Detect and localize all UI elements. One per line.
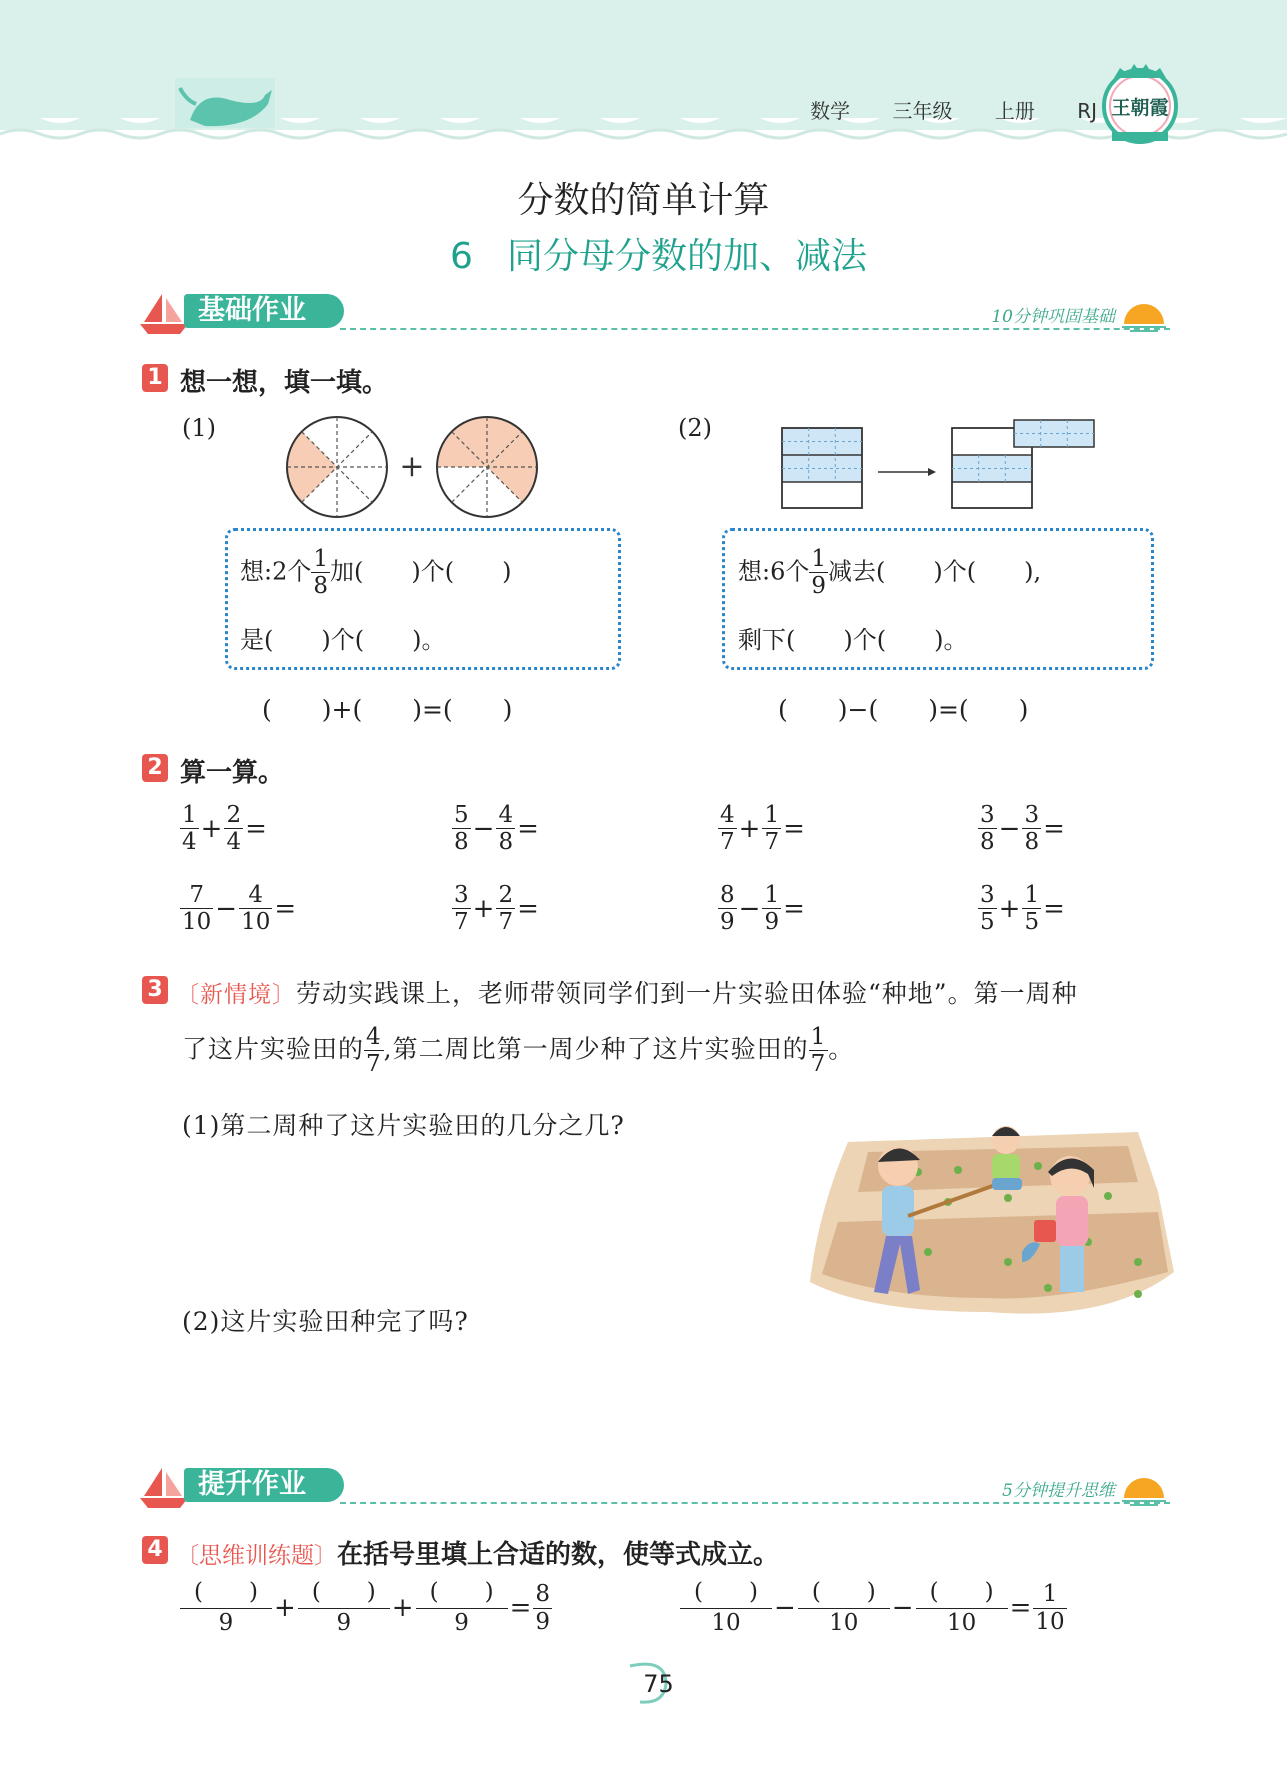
equals-sign: =: [517, 893, 539, 924]
q1-part2-label: (2): [678, 414, 712, 442]
q4-title-line: [176, 1534, 779, 1571]
fraction: $\frac{2}{7}$: [498, 882, 514, 936]
fraction: $\frac{4}{8}$: [498, 802, 514, 856]
equals-sign: =: [274, 893, 297, 924]
header-edition: RJ: [1077, 99, 1097, 123]
q1-part2-equation[interactable]: ( )−( )=( ): [778, 695, 1029, 724]
operator: +: [200, 813, 223, 844]
header-info: [788, 95, 1097, 124]
q1-circles-figure: [282, 412, 542, 522]
section-advanced-banner: [140, 1466, 1180, 1512]
fraction: $\frac{1}{9}$: [811, 546, 826, 600]
field-illustration: [808, 1112, 1176, 1324]
q1-part1-label: (1): [182, 414, 216, 442]
blank-fraction[interactable]: ( ) 9: [180, 1578, 272, 1639]
blank-fraction[interactable]: ( ) 10: [680, 1578, 772, 1639]
brand-logo: [1100, 58, 1180, 146]
circle-b: [437, 417, 537, 517]
blank-fraction[interactable]: ( ) 9: [416, 1578, 508, 1639]
q1-part1-line1: 想:2个 $\frac{1}{8}$ 加( )个( ): [240, 546, 512, 600]
header-volume: 上册: [994, 99, 1035, 123]
q4-left-equation: ( ) 9 + ( ) 9 + ( ) 9 = $\frac{8}{9}$: [180, 1578, 552, 1639]
q2-item[interactable]: [978, 802, 1067, 856]
fraction: $\frac{4}{10}$: [241, 882, 271, 936]
equals-sign: =: [517, 813, 539, 844]
fraction: $\frac{3}{8}$: [980, 802, 995, 856]
circle-a: [287, 417, 387, 517]
q1-part1-line2: 是( )个( )。: [240, 626, 446, 654]
fraction: $\frac{1}{7}$: [810, 1024, 827, 1078]
header-subject: 数学: [810, 99, 851, 123]
header-grade: 三年级: [892, 99, 953, 123]
sunset-icon: [1118, 298, 1170, 334]
section-basic-hint: 10分钟巩固基础: [991, 307, 1115, 327]
q2-item[interactable]: [978, 882, 1067, 936]
operator: −: [998, 813, 1021, 844]
logo-text: 王朝霞: [1111, 97, 1169, 119]
equals-sign: =: [245, 813, 267, 844]
fraction: $\frac{4}{7}$: [720, 802, 735, 856]
fraction: $\frac{1}{4}$: [182, 802, 197, 856]
q3-tag: 〔新情境〕: [176, 982, 296, 1008]
q4-number: 4: [142, 1536, 168, 1564]
q4-right-equation: ( ) 10 − ( ) 10 − ( ) 10 = $\frac{1}{10}$: [680, 1578, 1067, 1639]
rect-whole: [782, 428, 862, 508]
q2-item[interactable]: [452, 882, 541, 936]
q2-item[interactable]: [180, 802, 269, 856]
q2-item[interactable]: [180, 882, 298, 936]
section-advanced-label: 提升作业: [184, 1468, 344, 1502]
header-band: [0, 0, 1287, 150]
q1-number: 1: [142, 364, 168, 392]
sunset-icon: [1118, 1472, 1170, 1508]
q3-line1: 〔新情境〕劳动实践课上，老师带领同学们到一片实验田体验“种地”。第一周种: [176, 979, 1078, 1008]
equals-sign: =: [1043, 813, 1065, 844]
fraction: $\frac{3}{5}$: [980, 882, 995, 936]
q1-title: 想一想，填一填。: [180, 368, 389, 398]
q2-item[interactable]: [452, 802, 541, 856]
equals-sign: =: [783, 813, 805, 844]
q3-sub2: (2)这片实验田种完了吗?: [182, 1307, 469, 1336]
operator: +: [998, 893, 1021, 924]
q1-part1-equation[interactable]: ( )+( )=( ): [262, 695, 513, 724]
operator: −: [215, 893, 238, 924]
fraction: $\frac{1}{8}$: [313, 546, 328, 600]
lesson-number: 6: [450, 236, 473, 277]
q2-number: 2: [142, 754, 168, 782]
fraction: $\frac{1}{10}$: [1035, 1581, 1065, 1635]
q1-part2-line1: 想:6个 $\frac{1}{9}$ 减去( )个( ),: [738, 546, 1042, 600]
q4-title: 在括号里填上合适的数，使等式成立。: [337, 1540, 780, 1570]
fraction: $\frac{2}{4}$: [226, 802, 242, 856]
q1-rectangles-figure: [778, 416, 1100, 516]
blank-fraction[interactable]: ( ) 9: [298, 1578, 390, 1639]
q1-part2-line2: 剩下( )个( )。: [738, 626, 968, 654]
chapter-title: 分数的简单计算: [517, 180, 770, 221]
blank-fraction[interactable]: ( ) 10: [798, 1578, 890, 1639]
operator: +: [738, 813, 761, 844]
fraction: $\frac{3}{7}$: [454, 882, 469, 936]
q2-title: 算一算。: [180, 758, 285, 788]
q3-line2: 了这片实验田的 $\frac{4}{7}$ ,第二周比第一周少种了这片实验田的 $\frac{1}{7}$ 。: [182, 1024, 855, 1078]
sailboat-icon: [140, 1466, 188, 1510]
fraction: $\frac{8}{9}$: [535, 1581, 551, 1635]
q3-number: 3: [142, 976, 168, 1004]
sailboat-icon: [140, 292, 188, 336]
plus-sign: +: [399, 449, 425, 484]
fraction: $\frac{8}{9}$: [720, 882, 735, 936]
equals-sign: =: [783, 893, 805, 924]
operator: −: [472, 813, 495, 844]
q4-tag: 〔思维训练题〕: [176, 1543, 337, 1569]
section-advanced-hint: 5分钟提升思维: [1002, 1481, 1115, 1501]
operator: +: [472, 893, 495, 924]
section-basic-banner: [140, 292, 1180, 338]
child-crouching: [992, 1126, 1022, 1190]
equals-sign: =: [1043, 893, 1065, 924]
page-number: 75: [0, 1670, 1287, 1698]
section-basic-label: 基础作业: [184, 294, 344, 328]
section-basic-divider: [340, 328, 1170, 330]
whale-icon: [175, 78, 275, 128]
fraction: $\frac{7}{10}$: [182, 882, 212, 936]
section-advanced-divider: [340, 1502, 1170, 1504]
fraction: $\frac{1}{5}$: [1024, 882, 1040, 936]
q2-item[interactable]: [718, 882, 807, 936]
fraction: $\frac{3}{8}$: [1024, 802, 1040, 856]
q3-sub1: (1)第二周种了这片实验田的几分之几?: [182, 1111, 625, 1140]
fraction: $\frac{1}{9}$: [764, 882, 780, 936]
operator: −: [738, 893, 761, 924]
blank-fraction[interactable]: ( ) 10: [916, 1578, 1008, 1639]
arrow-right-icon: [878, 468, 936, 476]
q2-item[interactable]: [718, 802, 807, 856]
lesson-title: [0, 228, 1287, 279]
lesson-name: 同分母分数的加、减法: [506, 236, 867, 277]
rect-after: [952, 420, 1094, 508]
fraction: $\frac{5}{8}$: [454, 802, 469, 856]
fraction: $\frac{1}{7}$: [764, 802, 780, 856]
fraction: $\frac{4}{7}$: [366, 1024, 382, 1078]
